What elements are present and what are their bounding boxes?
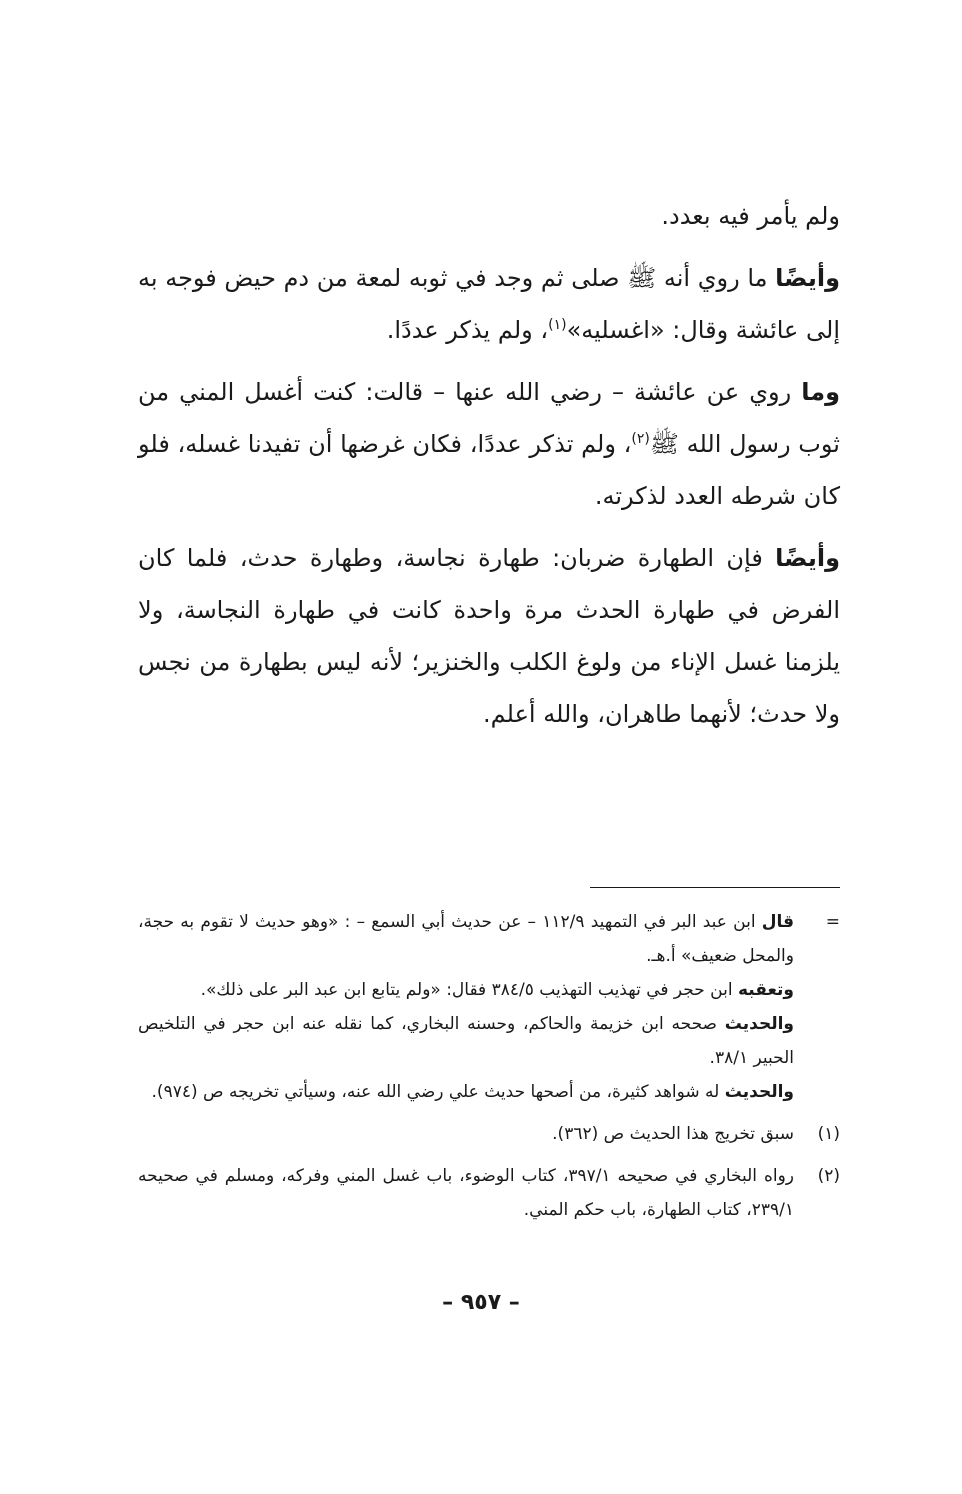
footnote-2	[138, 1159, 840, 1227]
footnote-continuation	[138, 905, 840, 1109]
footnote-text: سبق تخريج هذا الحديث ص (٣٦٢).	[552, 1124, 794, 1144]
continuation-text	[138, 905, 794, 1109]
paragraph-2	[138, 252, 840, 356]
footnote-ref: (٢)	[631, 431, 650, 447]
paragraph-1	[138, 190, 840, 242]
paragraph-text: روي عن عائشة – رضي الله عنها – قالت: كنت أغسل المني من ثوب رسول الله ﷺ	[138, 378, 840, 458]
footnote-line	[138, 1075, 794, 1109]
paragraph-tail: ، ولم تذكر عددًا، فكان غرضها أن تفيدنا غسله، فلو كان شرطه العدد لذكرته.	[138, 430, 840, 510]
footnote-line	[138, 973, 794, 1007]
footnote-number: (١)	[817, 1124, 840, 1144]
footnote-line-text: ابن عبد البر في التمهيد ١١٢/٩ – عن حديث أبي السمع – : «وهو حديث لا تقوم به حجة، والمحل ضعيف» أ.هـ.	[138, 912, 794, 966]
footnote-number: (٢)	[817, 1166, 840, 1186]
footnote-lead: والحديث	[724, 1082, 794, 1102]
continuation-marker: =	[825, 912, 840, 932]
paragraph-lead: وأيضًا	[775, 544, 840, 572]
footnote-1	[138, 1117, 840, 1151]
paragraph-text: ما روي أنه ﷺ صلى ثم وجد في ثوبه لمعة من دم حيض فوجه به إلى عائشة وقال: «اغسليه»	[138, 264, 840, 344]
main-text	[138, 190, 840, 750]
footnote-line	[138, 1007, 794, 1075]
footnote-line-text: ابن حجر في تهذيب التهذيب ٣٨٤/٥ فقال: «ولم يتابع ابن عبد البر على ذلك».	[200, 980, 738, 1000]
footnote-line	[138, 905, 794, 973]
footnotes	[138, 905, 840, 1235]
footnote-lead: والحديث	[724, 1014, 794, 1034]
footnote-ref: (١)	[548, 317, 567, 333]
paragraph-text: فإن الطهارة ضربان: طهارة نجاسة، وطهارة حدث، فلما كان الفرض في طهارة الحدث مرة واحدة كانت في طهارة النجاسة، ولا يلزمنا غسل الإناء من ولوغ الكلب والخنزير؛ لأنه ليس بطهارة من نجس ولا حدث؛ لأنهما طاهران، والله أعلم.	[138, 544, 840, 728]
paragraph-4	[138, 532, 840, 740]
paragraph-lead: وأيضًا	[775, 264, 840, 292]
paragraph-tail: ، ولم يذكر عددًا.	[386, 316, 549, 344]
footnote-text: رواه البخاري في صحيحه ٣٩٧/١، كتاب الوضوء، باب غسل المني وفركه، ومسلم في صحيحه ٢٣٩/١، كتاب الطهارة، باب حكم المني.	[138, 1166, 794, 1220]
footnote-lead: وتعقبه	[737, 980, 794, 1000]
paragraph-3	[138, 366, 840, 522]
paragraph-text: ولم يأمر فيه بعدد.	[661, 202, 840, 230]
footnote-line-text: له شواهد كثيرة، من أصحها حديث علي رضي الله عنه، وسيأتي تخريجه ص (٩٧٤).	[151, 1082, 725, 1102]
footnote-line-text: صححه ابن خزيمة والحاكم، وحسنه البخاري، كما نقله عنه ابن حجر في التلخيص الحبير ٣٨/١.	[138, 1014, 794, 1068]
page-number: – ٩٥٧ –	[442, 1290, 520, 1315]
footnote-separator	[590, 887, 840, 888]
paragraph-lead: وما	[801, 378, 840, 406]
footnote-lead: قال	[761, 912, 794, 932]
